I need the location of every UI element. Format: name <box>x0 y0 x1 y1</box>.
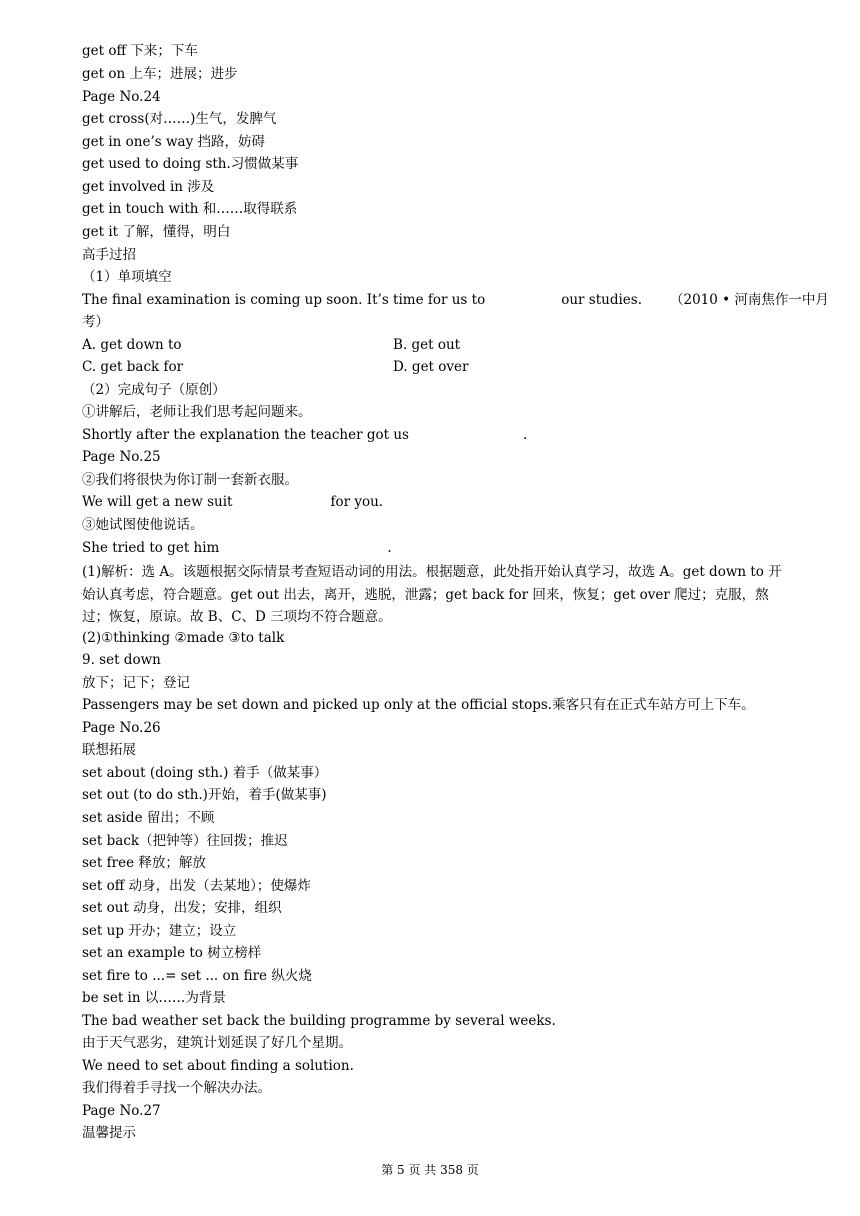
text-line: set back（把钟等）往回拨；推迟 <box>82 833 288 849</box>
sentence-en-text: We will get a new suit <box>82 494 233 510</box>
option-b: B. get out <box>393 337 461 353</box>
option-c: C. get back for <box>82 359 184 375</box>
sentence-en-text: She tried to get him <box>82 540 220 556</box>
question-1 <box>82 291 829 309</box>
page-marker: Page No.25 <box>82 449 161 465</box>
text-line: set out 动身，出发；安排，组织 <box>82 900 282 916</box>
text-line: get used to doing sth.习惯做某事 <box>82 156 299 172</box>
sentence-en <box>82 426 527 444</box>
example-translation: 我们得着手寻找一个解决办法。 <box>82 1080 271 1096</box>
text-line: get in touch with 和……取得联系 <box>82 201 298 217</box>
text-line: get cross(对……)生气，发脾气 <box>82 111 277 127</box>
page-marker: Page No.27 <box>82 1103 161 1119</box>
sentence-en <box>82 539 392 557</box>
section-heading: 联想拓展 <box>82 742 136 758</box>
text-line: get it 了解，懂得，明白 <box>82 224 231 240</box>
question-source: （2010 • 河南焦作一中月 <box>670 292 829 308</box>
sentence-end: . <box>387 540 392 556</box>
analysis-paragraph: (1)解析：选 A。该题根据交际情景考查短语动词的用法。根据题意，此处指开始认真学习，故选 A。get down to 开始认真考虑，符合题意。get out 出去，离开，逃脱，泄露；get back for 回来，恢复；get over 爬过；克服，熬过；恢复，原谅。故 B、C、D 三项均不符合题意。 <box>82 564 782 625</box>
text-line: set free 释放；解放 <box>82 855 206 871</box>
page-marker: Page No.24 <box>82 89 161 105</box>
sentence-end: . <box>522 427 528 443</box>
option-a: A. get down to <box>82 337 182 353</box>
text-line: set fire to ...= set ... on fire 纵火烧 <box>82 968 312 984</box>
question-1-text-2: our studies. <box>561 292 642 308</box>
sentence-en-text: Shortly after the explanation the teacher got us <box>82 427 409 443</box>
text-line: set about (doing sth.) 着手（做某事） <box>82 765 328 781</box>
option-row <box>82 336 182 354</box>
sentence-end: for you. <box>330 494 384 510</box>
option-d: D. get over <box>393 359 469 375</box>
example-sentence: The bad weather set back the building programme by several weeks. <box>82 1013 556 1029</box>
text-line: be set in 以……为背景 <box>82 990 226 1006</box>
subsection-heading: （1）单项填空 <box>82 269 172 285</box>
section-heading: 温馨提示 <box>82 1125 136 1141</box>
page-footer: 第 5 页 共 358 页 <box>381 1163 479 1177</box>
page-marker: Page No.26 <box>82 720 161 736</box>
text-line: set an example to 树立榜样 <box>82 945 262 961</box>
section-heading: 高手过招 <box>82 247 136 263</box>
text-line: get involved in 涉及 <box>82 179 215 195</box>
text-line: set aside 留出；不顾 <box>82 810 215 826</box>
text-line: set off 动身，出发（去某地）；使爆炸 <box>82 878 311 894</box>
example-translation: 由于天气恶劣，建筑计划延误了好几个星期。 <box>82 1035 352 1051</box>
text-line: get on 上车；进展；进步 <box>82 66 238 82</box>
example-sentence: We need to set about finding a solution. <box>82 1058 354 1074</box>
example-sentence: Passengers may be set down and picked up only at the official stops.乘客只有在正式车站方可上下车。 <box>82 697 755 713</box>
sentence-cn: ③她试图使他说话。 <box>82 517 204 533</box>
text-line: 放下；记下；登记 <box>82 675 190 691</box>
text-line: get in one’s way 挡路，妨碍 <box>82 134 265 150</box>
text-line: set up 开办；建立；设立 <box>82 923 237 939</box>
text-line: get off 下来；下车 <box>82 43 198 59</box>
phrase-heading: 9. set down <box>82 652 161 668</box>
question-1-text: The final examination is coming up soon. It’s time for us to <box>82 292 486 308</box>
text-line: set out (to do sth.)开始，着手(做某事) <box>82 787 327 803</box>
sentence-cn: ①讲解后，老师让我们思考起问题来。 <box>82 404 312 420</box>
subsection-heading: （2）完成句子（原创） <box>82 382 226 398</box>
question-source-cont: 考） <box>82 314 109 330</box>
answers: (2)①thinking ②made ③to talk <box>82 630 285 646</box>
sentence-en <box>82 493 383 511</box>
sentence-cn: ②我们将很快为你订制一套新衣服。 <box>82 472 298 488</box>
